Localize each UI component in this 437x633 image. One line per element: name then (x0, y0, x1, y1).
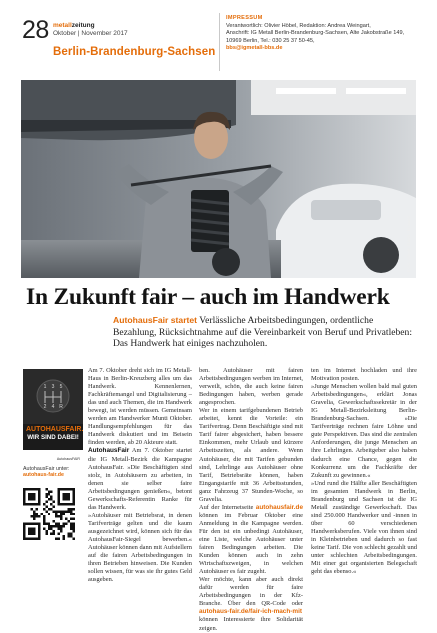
poster-title: AUTOHAUSFAIR. (26, 426, 84, 433)
imprint-line: Verantwortlich: Olivier Höbel, Redaktion: Andrea Weingart, (226, 22, 371, 29)
imprint-email-link[interactable]: bbs@igmetall-bbs.de (226, 45, 283, 52)
header-divider (219, 13, 220, 71)
imprint-block (226, 15, 426, 53)
brand-suffix: zeitung (71, 22, 95, 29)
poster-image (23, 369, 83, 424)
poster-footer (23, 450, 83, 464)
campaign-poster (23, 369, 83, 464)
page-number: 28 (22, 16, 49, 44)
brand-logo (53, 22, 128, 30)
poster-footer-logo: AutohausFAIR (56, 457, 80, 461)
paragraph: »Autohäuser mit Betriebsrat, in denen Tarifverträge gelten und die kaum ausgezeichnet wird, können sich für das AutohausFair-Siegel bewerben.« Autohäuser können dann mit Aufstellern auf die fairen Arbeitsbedingungen in ihren Betrieben hinweisen. Die Kunden sollen wissen, für was sie ihr gutes Geld ausgeben. (88, 511, 193, 584)
sidebar-caption (23, 466, 83, 479)
paragraph: Am 7. Oktober dreht sich im IG Metall-Haus in Berlin-Kreuzberg alles um das Handwerk. Kennenlernen, Fachkräftemangel und Digitalisierung – das und auch Themen, die im Handwerk bewegt, ist werden müssen. Gemeinsam werden am Handwerker Munti Oktober. Handlungsempfehlungen für das Handwerk diskutiert und im Beisein finden werden, ab 20 Akteure statt. (88, 367, 192, 447)
paragraph (88, 447, 192, 511)
brand-block (53, 22, 128, 38)
paragraph (199, 504, 303, 576)
photo-mechanic-in-workshop-icon (21, 80, 416, 278)
campaign-link[interactable]: autohaus-fair.de/fair-ich-mach-mit (199, 608, 302, 616)
paragraph (199, 576, 303, 632)
page-header (0, 0, 437, 76)
article-column-1 (88, 367, 192, 592)
svg-text:2: 2 (43, 404, 47, 410)
paragraph-text: Wer möchte, kann aber auch direkt dafür werden für faire Arbeitsbedingungen in der Kfz-Branche. Über den QR-Code oder (199, 576, 303, 608)
qr-code-icon[interactable] (23, 488, 75, 540)
article-lead (113, 315, 418, 350)
article-photo (21, 80, 416, 278)
paragraph: Wer in einem tarifgebundenen Betrieb arbeitet, kennt die Vorteile: ein Tarifvertrag. Denn Beschäftigte sind mit Tarif fairer abgesichert, haben bessere Einkommen, mehr Urlaub und kürzere Arbeitszeiten, als andere. Wenn Autohäuser, die mit Tarifen gebunden sind, Lehrlinge aus Autohäuser ohne Tarif, Betriebsräte können, haben Eingangstarife mit 36 Arbeitsstunden, ganz Fahrzeug 37 Stunden-Woche, so Gravelia. (199, 407, 303, 503)
sidebar-url-link[interactable]: autohaus-fair.de (23, 472, 64, 479)
paragraph: ben. Autohäuser mit fairen Arbeitsbedingungen werben im Internet, verweilt, schön, die auch keine fairen Bedingungen haben, werben gerade angesprochen. (199, 367, 303, 407)
paragraph-text: können im Februar Oktober eine Anmeldung in die Kampagne werden. Für den ist ein unbedingt Autohäuser, eine Liste, welche Autohäuser unter fairen Bedingungen arbeiten. Die Kunden können auch in zehn Wirtschaftszweigen, in welchen Autohäuser es fair zugeht. (199, 511, 303, 576)
brand-prefix: metall (53, 22, 72, 29)
article-column-3 (311, 367, 417, 592)
imprint-line: 10969 Berlin, Tel.: 030 25 37 50-45, (226, 37, 315, 44)
website-link[interactable]: autohausfair.de (255, 503, 303, 511)
svg-text:4: 4 (51, 404, 55, 410)
paragraph-text: Auf der Internetseite (199, 503, 256, 511)
svg-text:1: 1 (43, 384, 47, 390)
inline-heading: AutohausFair (88, 447, 130, 455)
lead-kicker: AutohausFair startet (113, 315, 198, 325)
poster-subtitle: WIR SIND DABEI! (27, 434, 79, 441)
photo-credit: Foto: Oliver Bach / Krauss (407, 216, 412, 272)
paragraph: »Und rund die Hälfte aller Beschäftigten im gesamten Handwerk in Berlin, Brandenburg und Sachsen ist die IG Metall zuständige Gewerkschaft. Das sind 250.000 Handwerker und -innen in über 60 verschiedenen Handwerksberufen. Viele von ihnen sind in Kleinbetrieben und dadurch so fast keine Tarif. Die von schlecht gezahlt und unter schlechten Arbeitsbedingungen. Mit einer gut organisierten Belegschaft geht das ebenso.« (311, 479, 417, 576)
region-title: Berlin-Brandenburg-Sachsen (53, 46, 216, 58)
paragraph: »Junge Menschen wollen bald mal guten Arbeitsbedingungen«, erklärt Jonas Gravelia, Gewerkschaftssekretär in der IG Metall-Bezirksleitung Berlin-Brandenburg-Sachsen. »Die Tarifverträge rechnen faire Löhne und gute Perspektiven. Das sind die zentralen Anforderungen, die junge Menschen an ihre Lehrlingen. Arbeitgeber also haben dadurch eine Chance, gegen die Konkurrenz um die Fachkräfte der Zukunft zu gewinnen.« (311, 383, 417, 479)
paragraph: ten im Internet hochladen und ihre Motivation posten. (311, 367, 417, 383)
svg-text:5: 5 (59, 384, 63, 390)
imprint-title: IMPRESSUM (226, 15, 263, 21)
gear-shift-icon (23, 369, 83, 424)
article-headline: In Zukunft fair – auch im Handwerk (26, 284, 390, 310)
paragraph-text: Am 7. Oktober startet die IG Metall-Bezirk die Kampagne AutohausFair. »Die Beschäftigten sind stolz, in Autohäusern zu arbeiten, in denen sie selber faire Arbeitsbedingungen genießen«, betont Gewerkschafts-Referentin Ranke für das Handwerk. (88, 447, 192, 511)
svg-text:3: 3 (51, 384, 55, 390)
imprint-line: Anschrift: IG Metall Berlin-Brandenburg-Sachsen, Alte Jakobstraße 149, (226, 30, 405, 37)
issue-date: Oktober | November 2017 (53, 30, 128, 37)
svg-text:R: R (59, 404, 63, 410)
article-column-2 (199, 367, 303, 632)
lead-text: Verlässliche Arbeitsbedingungen, ordentliche Bezahlung, Rücksichtnahme auf die Vereinbarkeit von Beruf und Privatleben: Das Handwerk hat einiges nachzuholen. (113, 315, 413, 350)
paragraph-text: können Interessierte ihre Solidarität zeigen. (199, 616, 303, 632)
sidebar-caption-text: AutohausFair unter: (23, 466, 70, 472)
